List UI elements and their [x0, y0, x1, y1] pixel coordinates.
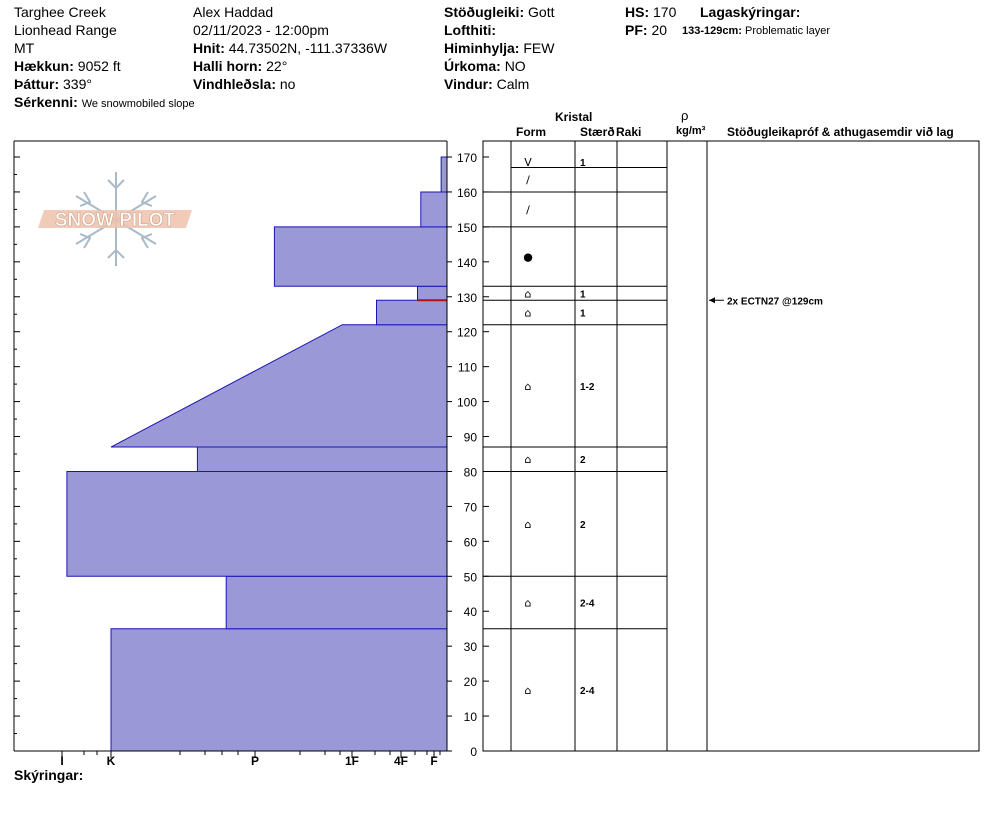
hardness-layer	[441, 157, 447, 192]
crystal-heading: Kristal	[555, 110, 593, 124]
grain-size-label: 2	[580, 455, 586, 467]
hs-value: 170	[653, 4, 677, 20]
depth-tick-label: 70	[463, 500, 477, 515]
hardness-tick-label: K	[106, 754, 116, 768]
depth-tick-label: 30	[463, 640, 477, 655]
layer-notes-label: Lagaskýringar:	[700, 4, 801, 20]
sky-value: FEW	[523, 40, 555, 56]
grain-form-symbol: ⌂	[524, 379, 532, 393]
sky-label: Himinhylja:	[444, 40, 520, 56]
layer-note-range: 133-129cm:	[682, 25, 742, 37]
grain-form-symbol: ⌂	[524, 453, 532, 467]
stability-label: Stöðugleiki:	[444, 4, 525, 20]
grain-size-label: 1	[580, 308, 586, 320]
grain-size-label: 1	[580, 289, 586, 301]
coords-label: Hnit:	[193, 40, 225, 56]
hardness-layer	[421, 192, 447, 227]
slope-label: Halli horn:	[193, 58, 263, 74]
grain-size-label: 2	[580, 519, 586, 531]
form-heading: Form	[516, 125, 546, 139]
size-heading: Stærð	[580, 125, 615, 139]
depth-tick-label: 10	[463, 710, 477, 725]
grain-form-symbol: /	[526, 203, 530, 217]
depth-tick-label: 120	[456, 325, 477, 340]
moisture-heading: Raki	[616, 125, 642, 139]
grain-size-label: 2-4	[580, 598, 595, 610]
grain-form-symbol: ●	[523, 250, 533, 264]
depth-tick-label: 60	[463, 535, 477, 550]
air-temp-label: Lofthiti:	[444, 22, 497, 38]
depth-tick-label: 0	[470, 745, 477, 759]
state: MT	[14, 40, 35, 56]
logo-text: SNOW PILOT	[54, 210, 176, 231]
depth-tick-label: 80	[463, 465, 477, 480]
density-unit: kg/m³	[676, 125, 706, 137]
aspect-label: Þáttur:	[14, 76, 60, 92]
hardness-profile	[67, 157, 447, 751]
grain-form-symbol: ⌂	[524, 287, 532, 301]
wind-loading-value: no	[279, 76, 296, 92]
table-frame	[483, 141, 979, 751]
features-label: Sérkenni:	[14, 94, 78, 110]
hardness-layer	[111, 325, 447, 447]
grain-form-symbol: ⌂	[524, 306, 532, 320]
slope-value: 22°	[266, 58, 288, 74]
stability-tests	[709, 296, 823, 307]
precip-label: Úrkoma:	[444, 58, 501, 74]
elevation-label: Hækkun:	[14, 58, 74, 74]
depth-tick-label: 140	[456, 255, 477, 270]
pf-value: 20	[651, 22, 668, 38]
grain-size-label: 1-2	[580, 381, 595, 393]
grain-size-label: 1	[580, 158, 586, 170]
depth-tick-label: 90	[463, 430, 477, 445]
hardness-layer	[111, 629, 447, 751]
grain-form-symbol: ⌂	[524, 683, 532, 697]
density-heading: ρ	[681, 108, 689, 123]
tests-heading: Stöðugleikapróf & athugasemdir við lag	[727, 125, 954, 139]
precip-value: NO	[504, 58, 526, 74]
notes-label: Skýringar:	[14, 767, 84, 783]
depth-tick-label: 150	[456, 220, 477, 235]
datetime: 02/11/2023 - 12:00pm	[193, 22, 329, 38]
grain-form-symbol: /	[526, 173, 530, 187]
depth-tick-label: 110	[457, 360, 477, 375]
hs-label: HS:	[625, 4, 650, 20]
hardness-axis	[60, 751, 440, 768]
hardness-tick-label: 1F	[344, 754, 360, 768]
depth-tick-label: 130	[456, 290, 477, 305]
hardness-layer	[67, 471, 447, 576]
wind-value: Calm	[496, 76, 530, 92]
features-value: We snowmobiled slope	[81, 98, 195, 110]
wind-loading-label: Vindhleðsla:	[193, 76, 276, 92]
grain-form-symbol: V	[524, 156, 532, 170]
wind-label: Vindur:	[444, 76, 493, 92]
grain-form-symbol: ⌂	[524, 517, 532, 531]
depth-tick-label: 20	[463, 675, 477, 690]
grain-size-label: 2-4	[580, 685, 595, 697]
test-result-label: 2x ECTN27 @129cm	[727, 296, 823, 308]
mountain-range: Lionhead Range	[14, 22, 117, 38]
coords-value: 44.73502N, -111.37336W	[228, 40, 388, 56]
hardness-layer	[197, 447, 447, 471]
elevation-value: 9052 ft	[77, 58, 121, 74]
depth-tick-label: 100	[456, 395, 477, 410]
depth-tick-label: 50	[463, 570, 477, 585]
depth-tick-label: 160	[456, 185, 477, 200]
hardness-layer	[274, 227, 447, 286]
depth-tick-label: 170	[456, 151, 477, 165]
location: Targhee Creek	[14, 4, 106, 20]
hardness-tick-label: 4F	[393, 754, 409, 768]
hardness-tick-label: P	[250, 754, 260, 768]
hardness-tick-label: I	[60, 754, 64, 768]
hardness-layer	[226, 576, 447, 628]
layer-note-text: Problematic layer	[745, 25, 830, 37]
aspect-value: 339°	[63, 76, 92, 92]
hardness-layer	[418, 286, 448, 300]
grain-form-symbol: ⌂	[524, 596, 532, 610]
hardness-layer	[377, 300, 448, 324]
observer: Alex Haddad	[193, 4, 274, 20]
hardness-tick-label: F	[430, 754, 438, 768]
stability-value: Gott	[528, 4, 555, 20]
test-pointer-arrow	[709, 297, 715, 303]
pf-label: PF:	[625, 22, 648, 38]
depth-tick-label: 40	[463, 605, 477, 620]
